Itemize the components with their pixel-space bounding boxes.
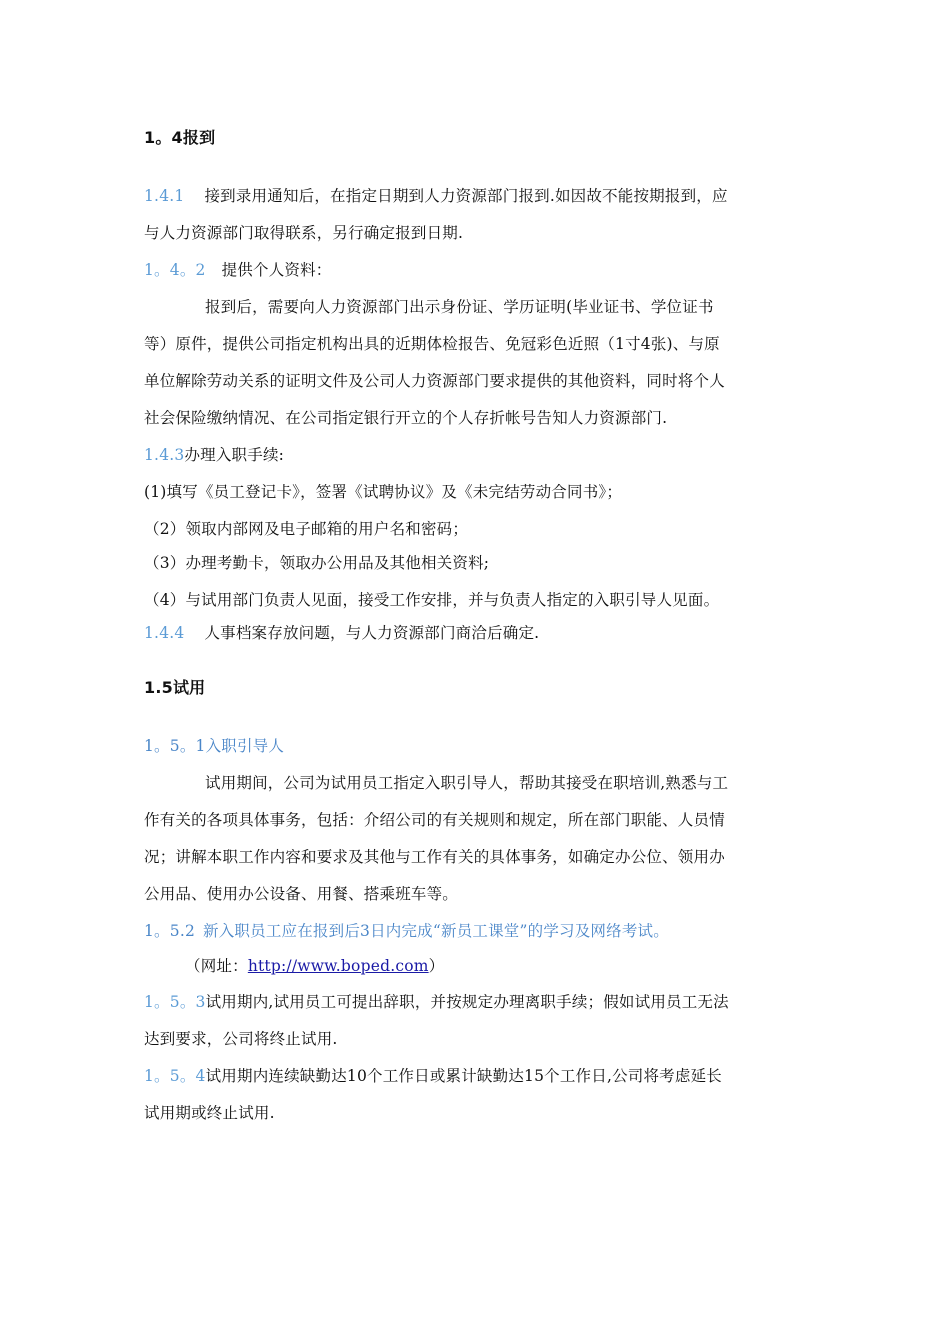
clause-text: 办理入职手续: [184,446,285,464]
clause-text: 入职引导人 [205,737,285,755]
website-link[interactable]: http://www.boped.com [247,957,429,975]
paragraph-line: 等）原件，提供公司指定机构出具的近期体检报告、免冠彩色近照（1寸4张)、与原 [144,335,720,353]
clause-1-5-4-cont: 试用期或终止试用. [144,1104,275,1122]
section-heading-1-5: 1.5试用 [144,678,206,697]
clause-1-4-1-cont: 与人力资源部门取得联系，另行确定报到日期. [144,224,464,242]
paragraph-line: 况；讲解本职工作内容和要求及其他与工作有关的具体事务，如确定办公位、领用办 [144,848,725,866]
paragraph-line: 社会保险缴纳情况、在公司指定银行开立的个人存折帐号告知人力资源部门. [144,409,668,427]
clause-text: 新入职员工应在报到后3日内完成“新员工课堂”的学习及网络考试。 [203,922,669,940]
clause-1-4-2 [144,260,332,280]
clause-number: 1.4.4 [144,624,185,642]
clause-1-5-4 [144,1066,722,1086]
paragraph-line: 作有关的各项具体事务，包括：介绍公司的有关规则和规定，所在部门职能、人员情 [144,811,725,829]
clause-number: 1。5。1 [144,737,206,755]
paragraph-line: 报到后，需要向人力资源部门出示身份证、学历证明(毕业证书、学位证书 [205,298,714,316]
paragraph-line: 试用期间，公司为试用员工指定入职引导人，帮助其接受在职培训,熟悉与工 [205,774,729,792]
clause-text: 人事档案存放问题，与人力资源部门商洽后确定. [204,624,540,642]
clause-1-5-3-cont: 达到要求，公司将终止试用. [144,1030,338,1048]
clause-1-5-1 [144,736,284,756]
website-line [185,956,444,976]
clause-text: 试用期内,试用员工可提出辞职，并按规定办理离职手续；假如试用员工无法 [205,993,729,1011]
section-heading-1-4: 1。4报到 [144,128,216,147]
clause-text: 接到录用通知后，在指定日期到人力资源部门报到.如因故不能按期报到，应 [204,187,728,205]
list-item: （3）办理考勤卡，领取办公用品及其他相关资料; [144,554,490,572]
clause-number: 1。5.2 [144,922,196,940]
clause-number: 1。5。3 [144,993,206,1011]
list-item: （4）与试用部门负责人见面，接受工作安排，并与负责人指定的入职引导人见面。 [144,591,720,609]
website-suffix: ） [428,957,445,975]
clause-1-4-1 [144,186,728,206]
clause-1-4-3 [144,445,284,465]
clause-number: 1.4.3 [144,446,185,464]
clause-1-5-3 [144,992,729,1012]
paragraph-line: 单位解除劳动关系的证明文件及公司人力资源部门要求提供的其他资料，同时将个人 [144,372,725,390]
list-item: （2）领取内部网及电子邮箱的用户名和密码； [144,520,469,538]
clause-number: 1.4.1 [144,187,185,205]
clause-1-4-4 [144,623,539,643]
clause-text: 试用期内连续缺勤达10个工作日或累计缺勤达15个工作日,公司将考虑延长 [205,1067,722,1085]
list-item: (1)填写《员工登记卡》，签署《试聘协议》及《未完结劳动合同书》； [144,483,623,501]
website-prefix: （网址： [185,957,248,975]
clause-number: 1。5。4 [144,1067,206,1085]
paragraph-line: 公用品、使用办公设备、用餐、搭乘班车等。 [144,885,459,903]
clause-number: 1。4。2 [144,261,206,279]
clause-1-5-2 [144,921,669,941]
clause-text: 提供个人资料： [221,261,332,279]
